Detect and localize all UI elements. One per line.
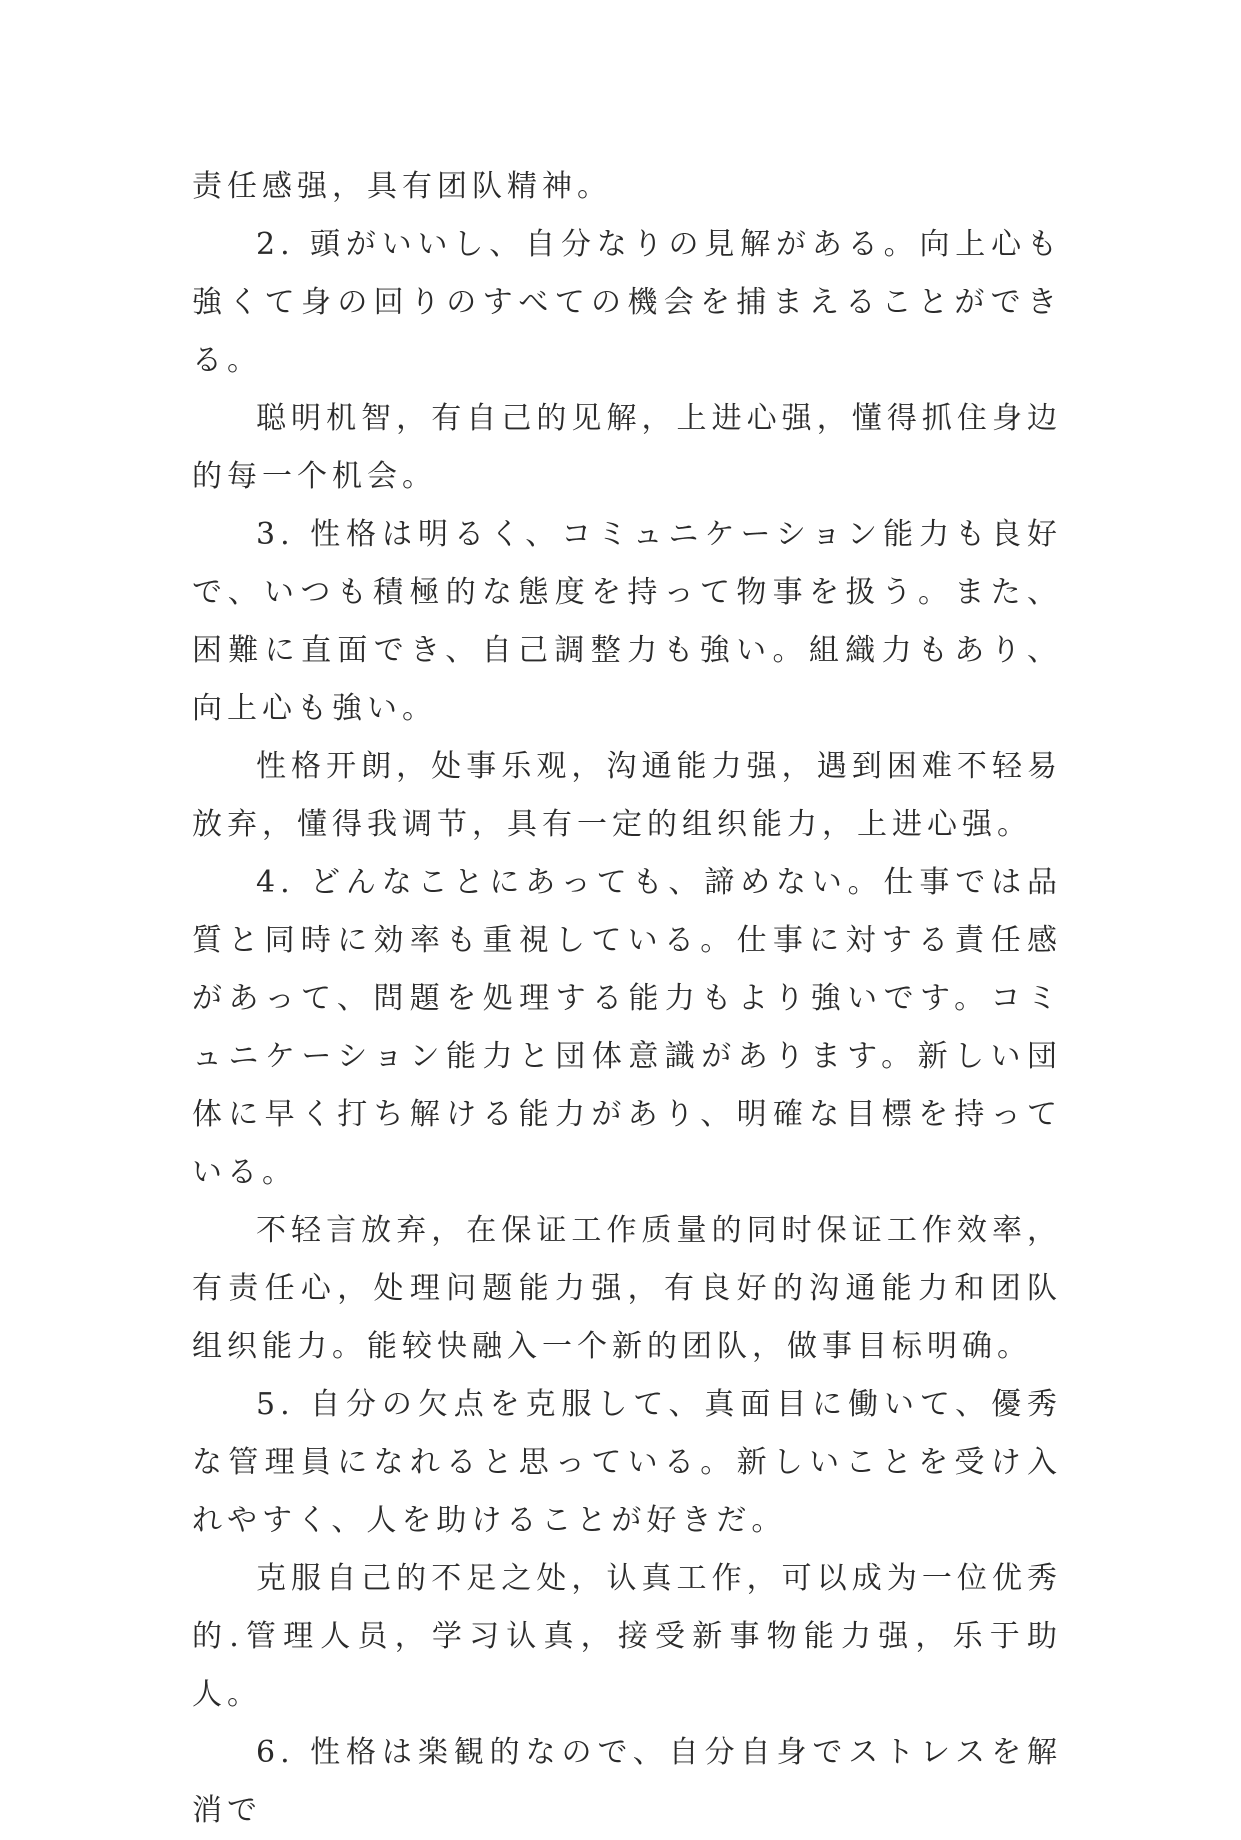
paragraph-1: 责任感强，具有团队精神。 [192, 169, 612, 204]
paragraph-5: 性格开朗，处事乐观，沟通能力强，遇到困难不轻易放弃，懂得我调节，具有一定的组织能力，上进心强。 [192, 749, 1062, 842]
paragraph-9: 克服自己的不足之处，认真工作，可以成为一位优秀的.管理人员，学习认真，接受新事物能力强，乐于助人。 [192, 1561, 1062, 1712]
paragraph-10: 6. 性格は楽観的なので、自分自身でストレスを解消で [192, 1735, 1062, 1828]
paragraph-8: 5. 自分の欠点を克服して、真面目に働いて、優秀な管理員になれると思っている。新しいことを受け入れやすく、人を助けることが好きだ。 [192, 1387, 1062, 1538]
paragraph-3: 聪明机智，有自己的见解，上进心强，懂得抓住身边的每一个机会。 [192, 401, 1062, 494]
paragraph-2: 2. 頭がいいし、自分なりの見解がある。向上心も強くて身の回りのすべての機会を捕まえることができる。 [192, 227, 1062, 378]
paragraph-6: 4. どんなことにあっても、諦めない。仕事では品質と同時に効率も重視している。仕事に対する責任感があって、問題を処理する能力もより強いです。コミュニケーション能力と団体意識があります。新しい団体に早く打ち解ける能力があり、明確な目標を持っている。 [192, 865, 1062, 1190]
paragraph-7: 不轻言放弃，在保证工作质量的同时保证工作效率，有责任心，处理问题能力强，有良好的沟通能力和团队组织能力。能较快融入一个新的团队，做事目标明确。 [192, 1213, 1062, 1364]
document-body [192, 158, 1062, 1840]
paragraph-4: 3. 性格は明るく、コミュニケーション能力も良好で、いつも積極的な態度を持って物事を扱う。また、困難に直面でき、自己調整力も強い。組織力もあり、向上心も強い。 [192, 517, 1062, 726]
